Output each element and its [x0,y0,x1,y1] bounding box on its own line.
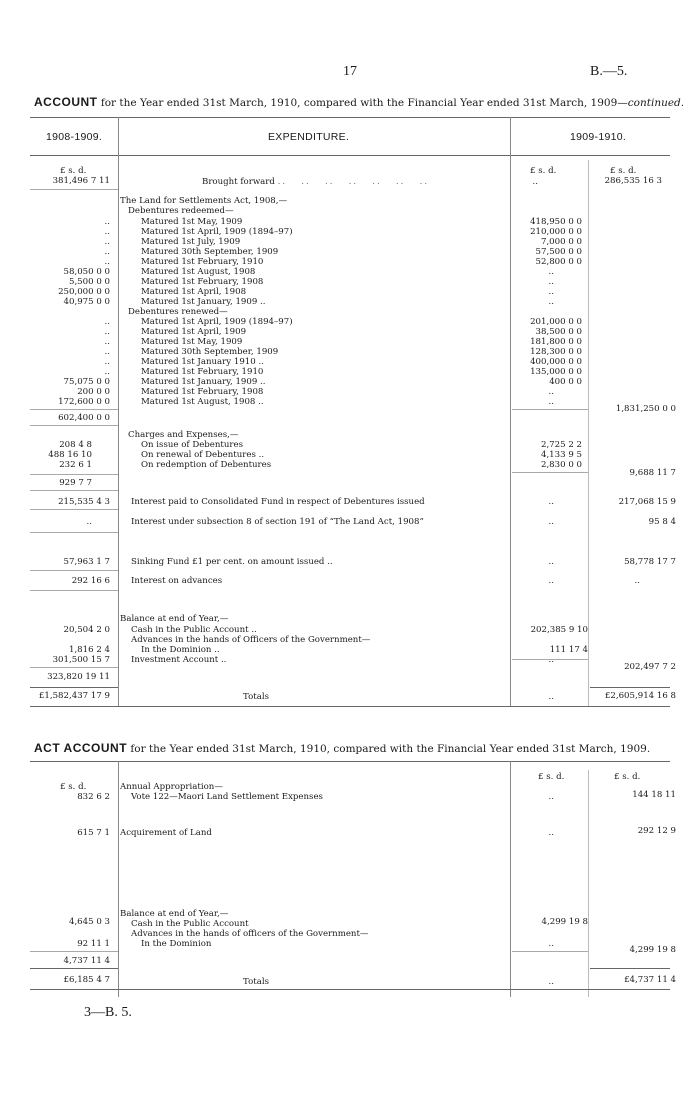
totals-mid: .. [548,692,554,702]
charges-label: On issue of Debentures [141,440,244,450]
table1-right-divider [510,117,511,707]
debentures-total-prev: 602,400 0 0 [58,413,110,423]
redeemed-mid: .. [548,287,554,297]
charges-mid: 4,133 9 5 [540,450,582,460]
redeemed-prev: .. [104,217,110,227]
account-heading-italic: continued. [627,97,685,109]
currency-header-mid: £ s. d. [530,166,557,176]
totals-label: Totals [243,692,269,702]
renewed-label: Matured 1st February, 1908 [141,387,264,397]
page-footer: 3—B. 5. [84,1005,132,1020]
redeemed-mid: .. [548,277,554,287]
balance-prev: 301,500 15 7 [52,655,110,665]
currency-header-prev: £ s. d. [60,166,87,176]
column-header-curr-year: 1909-1910. [570,131,627,143]
appropriation-title: Annual Appropriation— [120,782,223,792]
interest-paid-prev: 215,535 4 3 [58,497,110,507]
balance-prev: 1,816 2 4 [68,645,110,655]
account-heading-bold: ACCOUNT [34,95,98,109]
totals2-right: £4,737 11 4 [624,975,676,985]
debentures-renewed-title: Debentures renewed— [128,307,228,317]
renewed-prev: .. [104,357,110,367]
renewed-mid: 135,000 0 0 [530,367,582,377]
redeemed-label: Matured 1st July, 1909 [141,237,241,247]
currency2-header-right: £ s. d. [614,772,641,782]
redeemed-mid: 52,800 0 0 [535,257,582,267]
renewed-mid: 128,300 0 0 [530,347,582,357]
rule-after-interest [30,509,118,510]
sinking-fund-mid: .. [548,557,554,567]
table2-top-rule [30,761,670,762]
totals2-label: Totals [243,977,269,987]
interest-advances-right: .. [634,576,640,586]
redeemed-prev: .. [104,247,110,257]
redeemed-label: Matured 1st January, 1909 .. [141,297,266,307]
dominion-label: In the Dominion [141,939,212,949]
column-header-prev-year: 1908-1909. [46,131,103,143]
interest-under-prev: .. [86,517,92,527]
balance-title: Balance at end of Year,— [120,614,229,624]
vote-right: 144 18 11 [632,790,676,800]
act-account-heading [34,741,650,755]
renewed-label: Matured 30th September, 1909 [141,347,279,357]
land-act-title: The Land for Settlements Act, 1908,— [120,196,288,206]
charges-mid: 2,830 0 0 [540,460,582,470]
rule-after-charges [30,490,118,491]
balance-mid: 202,385 9 10 [530,625,588,635]
renewed-mid: 400 0 0 [549,377,582,387]
interest-paid-label: Interest paid to Consolidated Fund in respect of Debentures issued [131,497,425,507]
renewed-label: Matured 1st January 1910 .. [141,357,264,367]
rule2-balance-prev [30,951,118,952]
rule-before-totals-right [590,687,670,688]
debentures-total-right: 1,831,250 0 0 [615,404,676,414]
renewed-mid: 38,500 0 0 [535,327,582,337]
balance-label: In the Dominion .. [141,645,220,655]
interest-advances-label: Interest on advances [131,576,223,586]
renewed-label: Matured 1st January, 1909 .. [141,377,266,387]
table2-bottom-rule [30,989,670,990]
redeemed-label: Matured 1st April, 1909 (1894–97) [141,227,293,237]
redeemed-prev: .. [104,257,110,267]
vote-prev: 832 6 2 [77,792,110,802]
sinking-fund-label: Sinking Fund £1 per cent. on amount issued .. [131,557,333,567]
renewed-prev: .. [104,347,110,357]
redeemed-mid: .. [548,267,554,277]
rule-after-debentures [30,425,118,426]
renewed-mid: 181,800 0 0 [530,337,582,347]
balance-prev: 20,504 2 0 [63,625,110,635]
table2-right-divider [510,761,511,997]
renewed-mid: .. [548,397,554,407]
rule-after-interest-under [30,532,118,533]
renewed-mid: .. [548,387,554,397]
acquirement-right: 292 12 9 [637,826,676,836]
brought-forward-right: 286,535 16 3 [604,176,662,186]
redeemed-label: Matured 1st February, 1908 [141,277,264,287]
redeemed-mid: .. [548,297,554,307]
act-account-heading-bold: ACT ACCOUNT [34,741,128,755]
renewed-prev: .. [104,327,110,337]
charges-prev: 208 4 8 [59,440,92,450]
renewed-label: Matured 1st February, 1910 [141,367,264,377]
renewed-mid: 201,000 0 0 [530,317,582,327]
table2-mid-divider [588,770,589,997]
rule2-before-totals-right [590,968,670,969]
balance2-total-right: 4,299 19 8 [629,945,676,955]
acquirement-prev: 615 7 1 [77,828,110,838]
sinking-fund-prev: 57,963 1 7 [63,557,110,567]
balance-mid: 111 17 4 [549,645,588,655]
dominion-prev: 92 11 1 [77,939,110,949]
interest-paid-mid: .. [548,497,554,507]
rule-balance-prev [30,667,118,668]
charges-label: On redemption of Debentures [141,460,272,470]
table1-mid-divider [588,160,589,707]
renewed-prev: 75,075 0 0 [63,377,110,387]
balance-label: Cash in the Public Account .. [131,625,257,635]
balance-total-right: 202,497 7 2 [624,662,676,672]
charges-total-prev: 929 7 7 [59,478,92,488]
charges-mid: 2,725 2 2 [540,440,582,450]
currency2-header-prev: £ s. d. [60,782,87,792]
cash-prev: 4,645 0 3 [68,917,110,927]
interest-under-label: Interest under subsection 8 of section 191 of “The Land Act, 1908” [131,517,424,527]
renewed-mid: 400,000 0 0 [530,357,582,367]
redeemed-mid: 210,000 0 0 [530,227,582,237]
balance-label: Advances in the hands of Officers of the Government— [131,635,371,645]
interest-paid-right: 217,068 15 9 [618,497,676,507]
redeemed-label: Matured 1st April, 1908 [141,287,247,297]
renewed-label: Matured 1st May, 1909 [141,337,243,347]
redeemed-prev: 58,050 0 0 [63,267,110,277]
charges-total-right: 9,688 11 7 [629,468,676,478]
rule2-before-totals [30,968,118,969]
balance2-title: Balance at end of Year,— [120,909,229,919]
redeemed-label: Matured 1st February, 1910 [141,257,264,267]
charges-title: Charges and Expenses,— [128,430,239,440]
brought-forward-mid: .. [532,177,538,187]
totals2-mid: .. [548,977,554,987]
redeemed-prev: .. [104,237,110,247]
rule-charges-prev [30,474,118,475]
acquirement-label: Acquirement of Land [120,828,212,838]
table1-bottom-rule [30,706,670,707]
rule-before-totals [30,687,118,688]
page-reference: B.—5. [590,64,628,79]
renewed-prev: .. [104,367,110,377]
rule2-balance-mid [512,951,588,952]
balance-mid: .. [548,655,554,665]
account-heading-text: for the Year ended 31st March, 1910, compared with the Financial Year ended 31st March, 1909— [100,97,628,109]
redeemed-mid: 418,950 0 0 [530,217,582,227]
rule-after-advances [30,590,118,591]
vote-label: Vote 122—Maori Land Settlement Expenses [131,792,323,802]
redeemed-prev: 5,500 0 0 [68,277,110,287]
balance-label: Investment Account .. [131,655,227,665]
interest-advances-prev: 292 16 6 [71,576,110,586]
acquirement-mid: .. [548,828,554,838]
table2-left-divider [118,761,119,997]
account-heading [34,95,684,109]
renewed-prev: 200 0 0 [77,387,110,397]
totals-right: £2,605,914 16 8 [604,691,676,701]
page-number: 17 [343,64,357,79]
debentures-redeemed-title: Debentures redeemed— [128,206,234,216]
charges-label: On renewal of Debentures .. [141,450,265,460]
act-account-heading-text: for the Year ended 31st March, 1910, compared with the Financial Year ended 31st March, 1909. [130,743,651,755]
cash-mid: 4,299 19 8 [541,917,588,927]
totals2-prev: £6,185 4 7 [63,975,110,985]
vote-mid: .. [548,792,554,802]
currency2-header-mid: £ s. d. [538,772,565,782]
renewed-prev: .. [104,337,110,347]
currency-header-right: £ s. d. [610,166,637,176]
renewed-prev: 172,600 0 0 [58,397,110,407]
redeemed-mid: 7,000 0 0 [540,237,582,247]
redeemed-prev: 40,975 0 0 [63,297,110,307]
balance-total-prev: 323,820 19 11 [47,672,110,682]
balance2-total-prev: 4,737 11 4 [63,956,110,966]
interest-under-right: 95 8 4 [648,517,676,527]
rule-charges-mid [512,472,588,473]
brought-forward-text: Brought forward [202,177,275,187]
redeemed-label: Matured 1st May, 1909 [141,217,243,227]
interest-advances-mid: .. [548,576,554,586]
renewed-label: Matured 1st April, 1909 [141,327,247,337]
redeemed-label: Matured 1st August, 1908 [141,267,256,277]
advances-label: Advances in the hands of officers of the Government— [131,929,369,939]
redeemed-prev: 250,000 0 0 [58,287,110,297]
table1-left-divider [118,117,119,707]
charges-prev: 232 6 1 [59,460,92,470]
cash-label: Cash in the Public Account [131,919,249,929]
table1-top-rule [30,117,670,118]
redeemed-label: Matured 30th September, 1909 [141,247,279,257]
brought-forward-prev: 381,496 7 11 [52,176,110,186]
redeemed-mid: 57,500 0 0 [535,247,582,257]
interest-under-mid: .. [548,517,554,527]
totals-prev: £1,582,437 17 9 [38,691,110,701]
sinking-fund-right: 58,778 17 7 [624,557,676,567]
rule-after-brought-forward [30,189,118,190]
rule-debentures-mid [512,409,588,410]
column-header-expenditure: EXPENDITURE. [268,131,350,143]
renewed-prev: .. [104,317,110,327]
dominion-mid: .. [548,939,554,949]
renewed-label: Matured 1st April, 1909 (1894–97) [141,317,293,327]
rule-debentures-prev [30,409,118,410]
redeemed-prev: .. [104,227,110,237]
rule-balance-mid [512,659,588,660]
table1-header-rule [30,155,670,156]
brought-forward-label: Brought forward .. .. .. .. .. .. .. [202,177,430,187]
charges-prev: 488 16 10 [48,450,92,460]
rule-after-sinking [30,570,118,571]
renewed-label: Matured 1st August, 1908 .. [141,397,264,407]
